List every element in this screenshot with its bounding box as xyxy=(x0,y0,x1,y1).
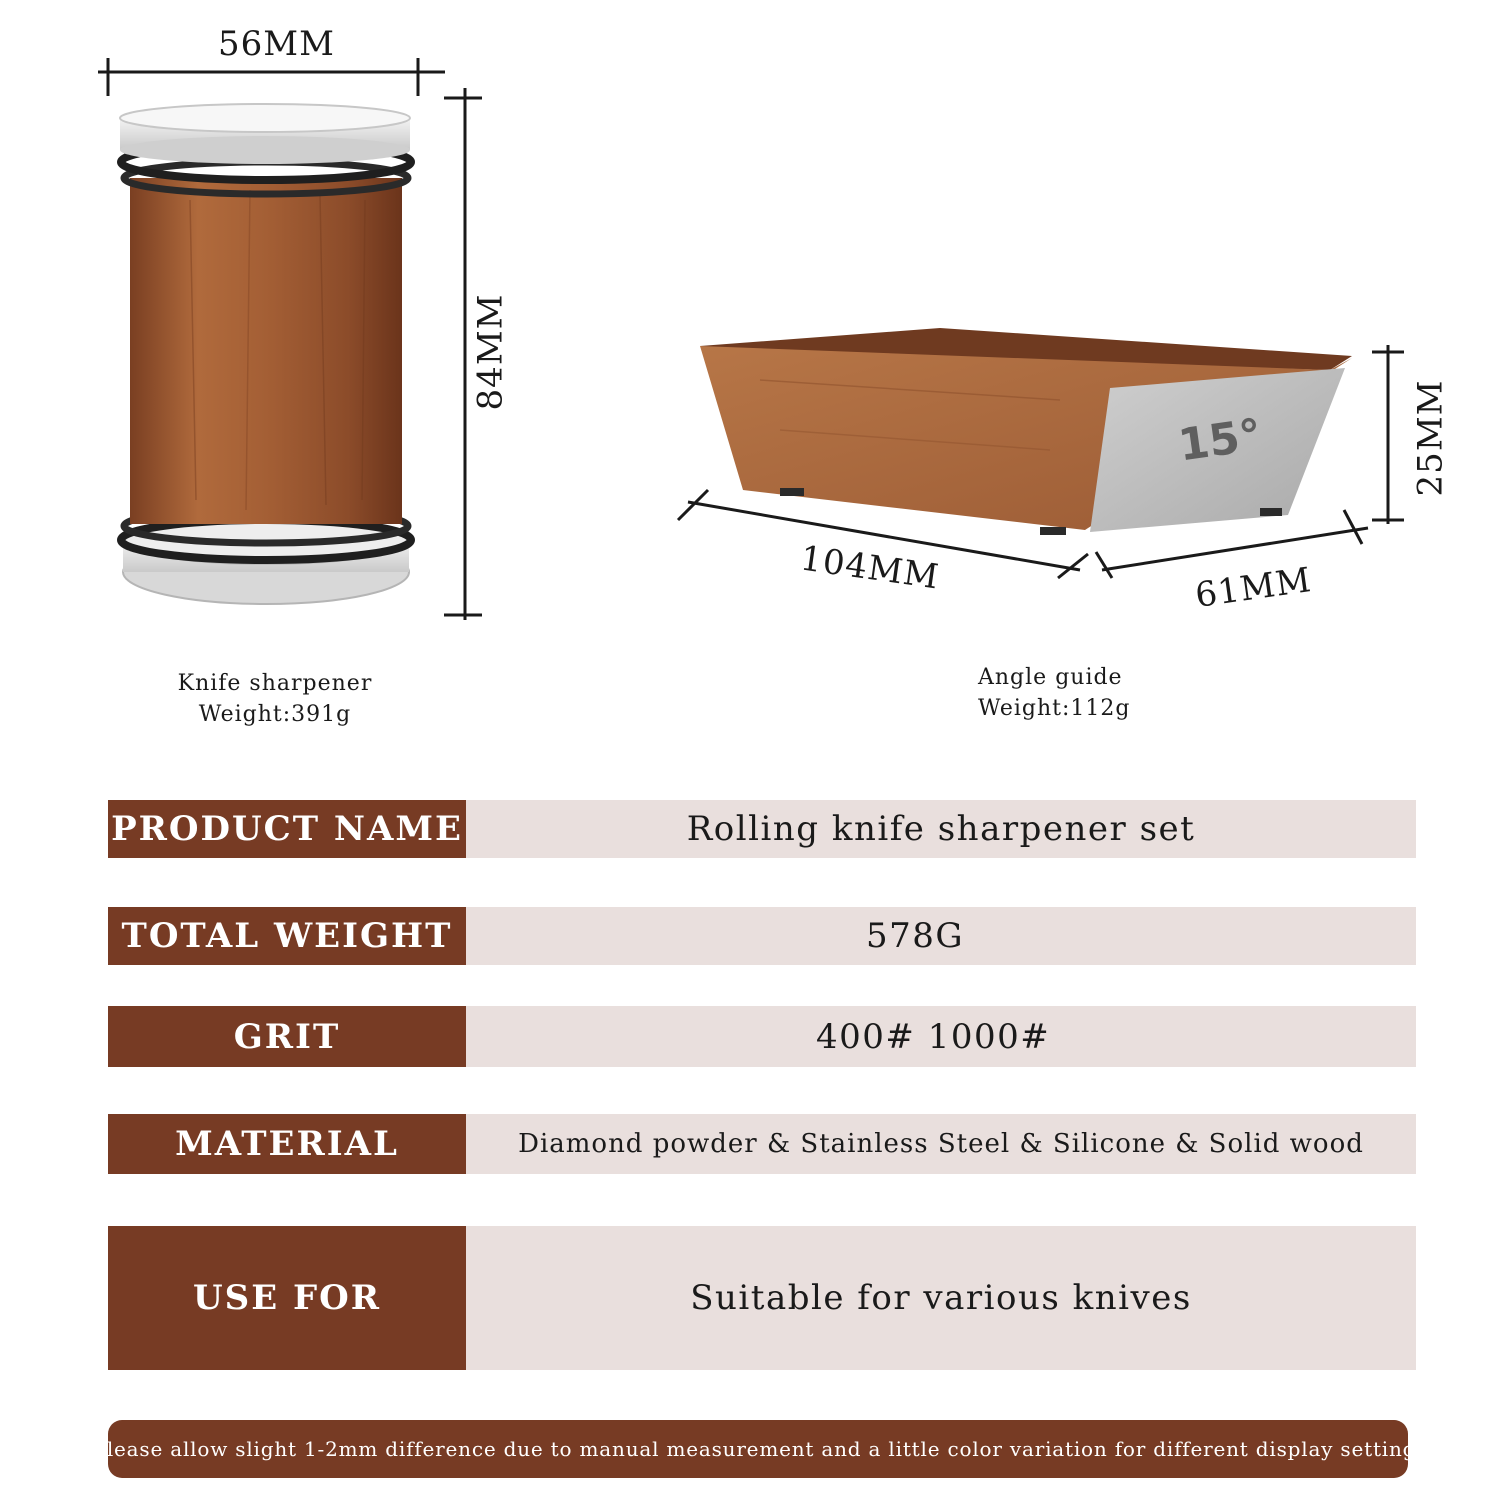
guide-weight: Weight:112g xyxy=(978,696,1131,721)
spec-label: GRIT xyxy=(108,1006,466,1067)
spec-value: Diamond powder & Stainless Steel & Silicone & Solid wood xyxy=(466,1114,1416,1174)
spec-row-product-name xyxy=(108,800,1416,858)
guide-height-dimension-line xyxy=(1372,345,1404,524)
spec-value: Rolling knife sharpener set xyxy=(466,800,1416,858)
spec-row-use-for xyxy=(108,1226,1416,1370)
width-dimension-label: 56MM xyxy=(218,24,335,64)
angle-label: 15° xyxy=(1175,409,1265,472)
sharpener-weight: Weight:391g xyxy=(198,702,352,727)
spec-value: 578G xyxy=(466,907,1416,965)
spec-label: USE FOR xyxy=(108,1226,466,1370)
height-dimension-label: 84MM xyxy=(470,293,511,411)
depth-dimension-label: 61MM xyxy=(1192,560,1315,616)
disclaimer-note: Please allow slight 1-2mm difference due to manual measurement and a little color variation for different display setting. xyxy=(108,1420,1408,1478)
guide-name: Angle guide xyxy=(978,665,1123,690)
angle-guide-image xyxy=(700,328,1352,535)
spec-row-material xyxy=(108,1114,1416,1174)
spec-row-total-weight xyxy=(108,907,1416,965)
sharpener-caption xyxy=(150,668,400,730)
length-dimension-label: 104MM xyxy=(797,538,942,598)
spec-value: 400# 1000# xyxy=(466,1006,1416,1067)
spec-label: MATERIAL xyxy=(108,1114,466,1174)
knife-sharpener-image xyxy=(120,104,411,604)
spec-label: TOTAL WEIGHT xyxy=(108,907,466,965)
guide-height-dimension-label: 25MM xyxy=(1410,379,1451,497)
guide-caption xyxy=(940,662,1155,724)
sharpener-name: Knife sharpener xyxy=(177,671,373,696)
spec-value: Suitable for various knives xyxy=(466,1226,1416,1370)
spec-row-grit xyxy=(108,1006,1416,1067)
spec-label: PRODUCT NAME xyxy=(108,800,466,858)
